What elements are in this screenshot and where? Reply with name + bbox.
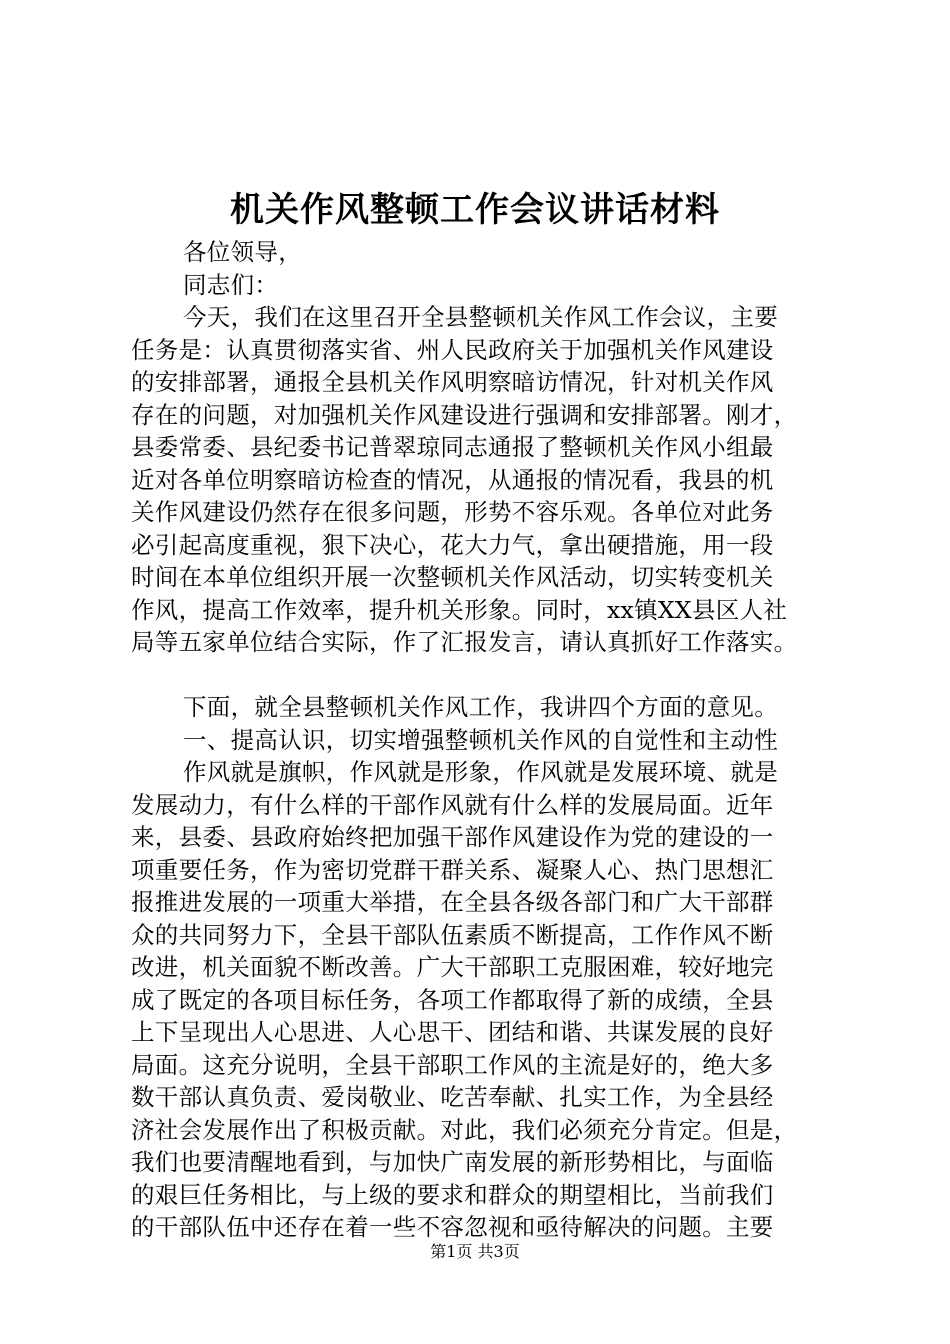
text-line: 任务是：认真贯彻落实省、州人民政府关于加强机关作风建设 — [131, 335, 774, 364]
paragraph-gap — [131, 659, 851, 692]
text-line: 成了既定的各项目标任务，各项工作都取得了新的成绩，全县 — [131, 985, 774, 1014]
text-line: 济社会发展作出了积极贡献。对此，我们必须充分肯定。但是， — [131, 1115, 798, 1144]
text-line: 发展动力，有什么样的干部作风就有什么样的发展局面。近年 — [131, 790, 774, 819]
document-body — [131, 236, 851, 1244]
text-line: 作风，提高工作效率，提升机关形象。同时，xx镇XX县区人社 — [131, 595, 788, 624]
text-line: 存在的问题，对加强机关作风建设进行强调和安排部署。刚才， — [131, 400, 798, 429]
text-line: 县委常委、县纪委书记普翠琼同志通报了整顿机关作风小组最 — [131, 433, 774, 461]
text-line: 局等五家单位结合实际，作了汇报发言，请认真抓好工作落实。 — [131, 628, 798, 656]
text-line: 众的共同努力下，全县干部队伍素质不断提高，工作作风不断 — [131, 920, 774, 949]
text-line: 时间在本单位组织开展一次整顿机关作风活动，切实转变机关 — [131, 563, 774, 591]
text-line: 同志们： — [183, 270, 279, 299]
text-line: 上下呈现出人心思进、人心思干、团结和谐、共谋发展的良好 — [131, 1018, 774, 1046]
text-line: 局面。这充分说明，全县干部职工作风的主流是好的，绝大多 — [131, 1050, 774, 1079]
text-line: 的干部队伍中还存在着一些不容忽视和亟待解决的问题。主要 — [131, 1213, 774, 1241]
text-line: 来，县委、县政府始终把加强干部作风建设作为党的建设的一 — [131, 823, 774, 851]
text-line: 我们也要清醒地看到，与加快广南发展的新形势相比，与面临 — [131, 1148, 774, 1176]
text-line: 数干部认真负责、爱岗敬业、吃苦奉献、扎实工作，为全县经 — [131, 1083, 774, 1111]
text-line: 各位领导， — [183, 238, 302, 266]
page-footer: 第1页 共3页 — [430, 1242, 520, 1261]
text-line: 改进，机关面貌不断改善。广大干部职工克服困难，较好地完 — [131, 953, 774, 981]
text-line: 的艰巨任务相比，与上级的要求和群众的期望相比，当前我们 — [131, 1180, 774, 1209]
text-line: 的安排部署，通报全县机关作风明察暗访情况，针对机关作风 — [131, 368, 774, 396]
text-line: 作风就是旗帜，作风就是形象，作风就是发展环境、就是 — [183, 758, 778, 786]
text-line: 今天，我们在这里召开全县整顿机关作风工作会议，主要 — [183, 303, 778, 331]
text-line: 近对各单位明察暗访检查的情况，从通报的情况看，我县的机 — [131, 465, 774, 494]
document-title: 机关作风整顿工作会议讲话材料 — [230, 190, 720, 230]
text-line: 报推进发展的一项重大举措，在全县各级各部门和广大干部群 — [131, 888, 774, 916]
text-line: 关作风建设仍然存在很多问题，形势不容乐观。各单位对此务 — [131, 498, 774, 526]
text-line: 一、提高认识，切实增强整顿机关作风的自觉性和主动性 — [183, 725, 778, 754]
text-line: 下面，就全县整顿机关作风工作，我讲四个方面的意见。 — [183, 693, 778, 721]
text-line: 必引起高度重视，狠下决心，花大力气，拿出硬措施，用一段 — [131, 530, 774, 559]
text-line: 项重要任务，作为密切党群干群关系、凝聚人心、热门思想汇 — [131, 855, 774, 884]
